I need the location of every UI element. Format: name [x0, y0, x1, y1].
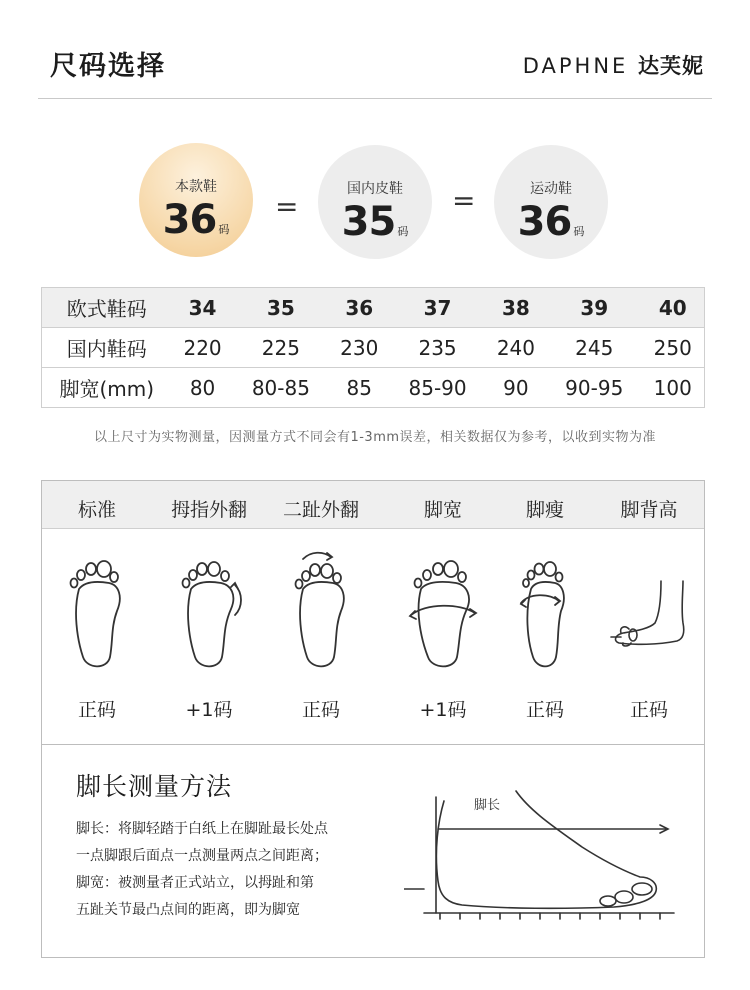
- size-recommendation: 正码: [525, 699, 564, 721]
- foot-measure-icon: [404, 781, 684, 931]
- this-shoe-size-circle: [139, 143, 253, 257]
- size-conversion: [0, 130, 750, 270]
- brand-name-cn: 达芙妮: [638, 54, 704, 78]
- table-cell: 240: [485, 328, 547, 368]
- row-header: 国内鞋码: [42, 328, 172, 368]
- size-recommendation: 正码: [301, 699, 340, 721]
- table-row: [42, 328, 705, 368]
- circle-label: 运动鞋: [530, 181, 572, 197]
- table-cell: 100: [642, 368, 705, 408]
- bunion-foot-icon: [169, 549, 249, 674]
- foot-type-name: 标准: [77, 499, 116, 521]
- table-cell: 230: [328, 328, 390, 368]
- table-row: [42, 288, 705, 328]
- header: [0, 0, 750, 100]
- table-cell: 34: [172, 288, 234, 328]
- second-toe-foot-icon: [281, 549, 361, 674]
- equals-sign: =: [452, 184, 476, 217]
- size-recommendation: +1码: [419, 699, 467, 721]
- table-cell: 90-95: [547, 368, 642, 408]
- measurement-note: 以上尺寸为实物测量，因测量方式不同会有1-3mm误差，相关数据仅为参考，以收到实物为准: [93, 430, 657, 445]
- size-recommendation: 正码: [629, 699, 668, 721]
- measure-text-line: 脚长：将脚轻踏于白纸上在脚趾最长处点: [76, 821, 328, 837]
- leather-shoe-size-circle: [318, 145, 432, 259]
- table-cell: 90: [485, 368, 547, 408]
- row-header: 欧式鞋码: [42, 288, 172, 328]
- table-cell: 37: [390, 288, 485, 328]
- table-cell: 36: [328, 288, 390, 328]
- section-divider: [42, 744, 704, 745]
- narrow-foot-icon: [505, 549, 585, 674]
- table-cell: 39: [547, 288, 642, 328]
- table-row: [42, 368, 705, 408]
- measure-text-line: 五趾关节最凸点间的距离，即为脚宽: [76, 902, 300, 918]
- table-cell: 35: [234, 288, 329, 328]
- table-cell: 85: [328, 368, 390, 408]
- brand-logo: [523, 50, 704, 80]
- row-header: 脚宽(mm): [42, 368, 172, 408]
- foot-type-name: 二趾外翻: [282, 499, 359, 521]
- size-table: [41, 287, 705, 408]
- table-cell: 250: [642, 328, 705, 368]
- foot-type-name: 脚瘦: [525, 499, 564, 521]
- table-cell: 245: [547, 328, 642, 368]
- table-cell: 235: [390, 328, 485, 368]
- standard-foot-icon: [57, 549, 137, 674]
- brand-name-en: DAPHNE: [522, 54, 629, 78]
- circle-size: 35 码: [341, 199, 409, 245]
- equals-sign: =: [275, 190, 299, 223]
- wide-foot-icon: [403, 549, 483, 674]
- measure-text-line: 脚宽：被测量者正式站立，以拇趾和第: [76, 875, 314, 891]
- table-cell: 220: [172, 328, 234, 368]
- foot-type-name: 脚背高: [620, 499, 678, 521]
- circle-size: 36 码: [162, 197, 230, 243]
- circle-size: 36 码: [517, 199, 585, 245]
- size-recommendation: +1码: [185, 699, 233, 721]
- table-cell: 85-90: [390, 368, 485, 408]
- table-cell: 38: [485, 288, 547, 328]
- table-cell: 80: [172, 368, 234, 408]
- circle-label: 本款鞋: [175, 179, 217, 195]
- page-title: 尺码选择: [50, 51, 166, 82]
- high-instep-foot-icon: [609, 549, 689, 674]
- sneaker-size-circle: [494, 145, 608, 259]
- table-cell: 40: [642, 288, 705, 328]
- foot-type-panel: [41, 480, 705, 958]
- header-divider: [38, 98, 712, 99]
- size-recommendation: 正码: [77, 699, 116, 721]
- circle-label: 国内皮鞋: [347, 181, 403, 197]
- table-cell: 225: [234, 328, 329, 368]
- foot-type-name: 拇指外翻: [170, 499, 247, 521]
- measure-title: 脚长测量方法: [76, 772, 233, 801]
- foot-type-name: 脚宽: [423, 499, 462, 521]
- table-cell: 80-85: [234, 368, 329, 408]
- measure-text-line: 一点脚跟后面点一点测量两点之间距离；: [76, 848, 328, 864]
- foot-length-label: 脚长: [474, 798, 501, 813]
